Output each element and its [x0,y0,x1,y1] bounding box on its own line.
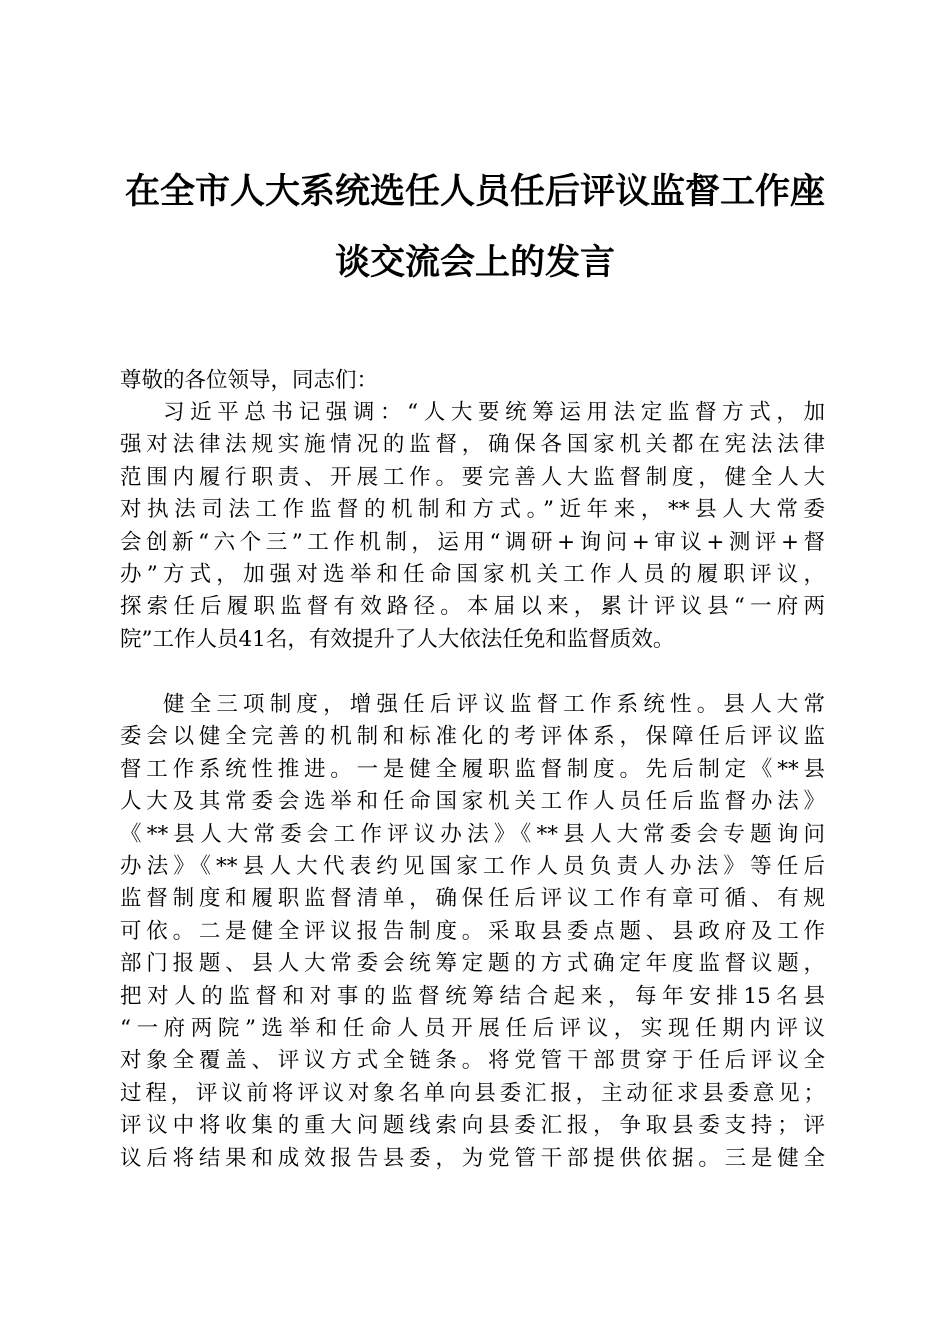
paragraph-line: 院”工作人员41名，有效提升了人大依法任免和监督质效。 [120,626,675,652]
paragraph-line: 对象全覆盖、评议方式全链条。将党管干部贯穿于任后评议全 [120,1048,825,1074]
salutation: 尊敬的各位领导，同志们： [120,368,379,393]
paragraph-line: 把对人的监督和对事的监督统筹结合起来，每年安排15名县 [120,983,825,1009]
paragraph-line: 督工作系统性推进。一是健全履职监督制度。先后制定《**县 [120,756,825,782]
paragraph-line: 《**县人大常委会工作评议办法》《**县人大常委会专题询问 [120,821,825,847]
paragraph-line: 范围内履行职责、开展工作。要完善人大监督制度，健全人大 [120,464,825,490]
paragraph-2 [120,689,825,1175]
paragraph-line: 会创新“六个三”工作机制，运用“调研+询问+审议+测评+督 [120,529,825,555]
paragraph-line: 办法》《**县人大代表约见国家工作人员负责人办法》等任后 [120,854,825,880]
paragraph-1 [120,397,825,656]
paragraph-line: 监督制度和履职监督清单，确保任后评议工作有章可循、有规 [120,886,825,912]
paragraph-line: 过程，评议前将评议对象名单向县委汇报，主动征求县委意见； [120,1080,825,1106]
document-title-line-2: 谈交流会上的发言 [334,243,615,283]
paragraph-line: 议后将结果和成效报告县委，为党管干部提供依据。三是健全 [120,1145,825,1171]
paragraph-line: 探索任后履职监督有效路径。本届以来，累计评议县“一府两 [120,594,825,620]
paragraph-line: 委会以健全完善的机制和标准化的考评体系，保障任后评议监 [120,724,825,750]
document-title-line-1: 在全市人大系统选任人员任后评议监督工作座 [124,172,825,212]
paragraph-line: 习近平总书记强调：“人大要统筹运用法定监督方式，加 [163,400,825,425]
paragraph-line: 健全三项制度，增强任后评议监督工作系统性。县人大常 [163,692,825,717]
paragraph-line: 部门报题、县人大常委会统筹定题的方式确定年度监督议题， [120,951,825,977]
paragraph-line: 人大及其常委会选举和任命国家机关工作人员任后监督办法》 [120,789,825,815]
paragraph-line: 对执法司法工作监督的机制和方式。”近年来，**县人大常委 [120,497,825,523]
paragraph-line: 办”方式，加强对选举和任命国家机关工作人员的履职评议， [120,562,825,588]
paragraph-line: 评议中将收集的重大问题线索向县委汇报，争取县委支持；评 [120,1113,825,1139]
paragraph-line: “一府两院”选举和任命人员开展任后评议，实现任期内评议 [120,1016,825,1042]
paragraph-line: 可依。二是健全评议报告制度。采取县委点题、县政府及工作 [120,918,825,944]
paragraph-line: 强对法律法规实施情况的监督，确保各国家机关都在宪法法律 [120,432,825,458]
